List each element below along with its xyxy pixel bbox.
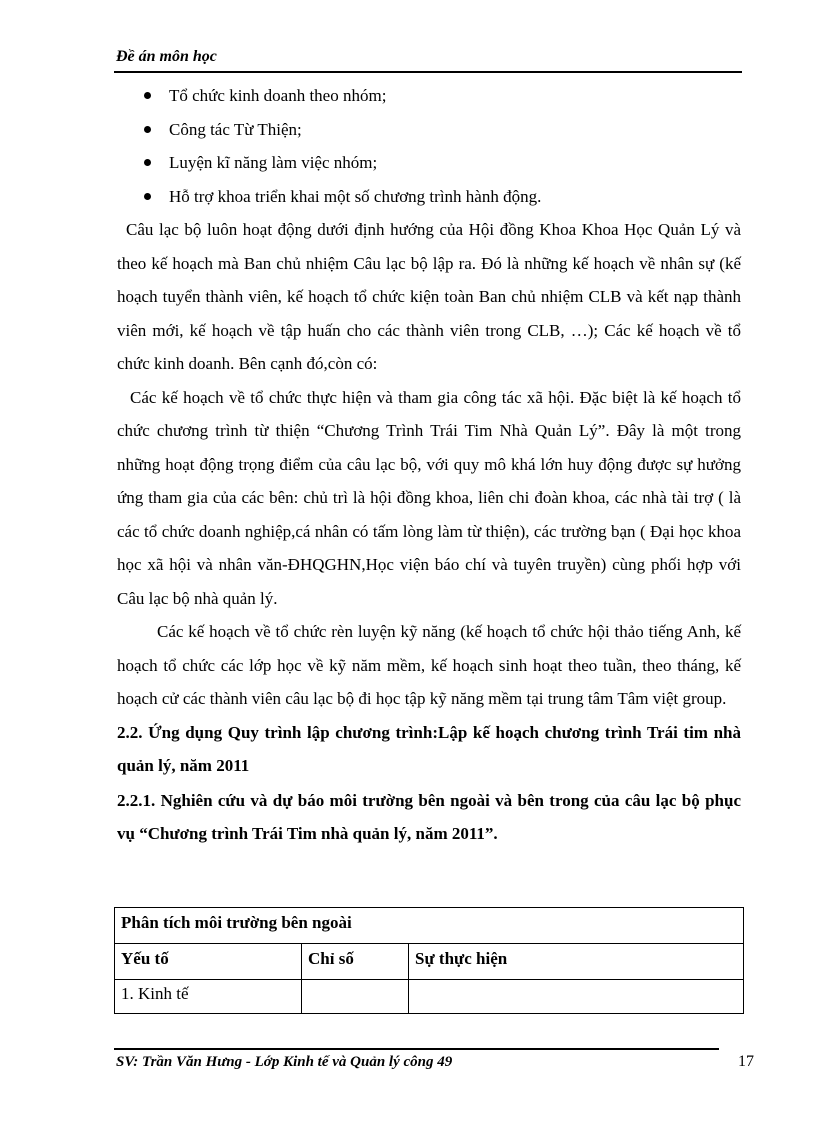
list-item-text: Tổ chức kinh doanh theo nhóm; xyxy=(169,86,387,105)
page-number: 17 xyxy=(738,1053,754,1070)
section-heading-2-2: 2.2. Ứng dụng Quy trình lập chương trình:Lập kế hoạch chương trình Trái tim nhà quản lý, năm 2011 xyxy=(117,722,741,775)
table-cell xyxy=(409,980,744,1014)
page-header-title: Đề án môn học xyxy=(116,48,217,65)
table-title: Phân tích môi trường bên ngoài xyxy=(115,908,744,944)
paragraph-club-plans: Câu lạc bộ luôn hoạt động dưới định hướng của Hội đồng Khoa Khoa Học Quản Lý và theo kế hoạch mà Ban chủ nhiệm Câu lạc bộ lập ra. Đó là những kế hoạch về nhân sự (kế hoạch tuyển thành viên, kế hoạch tổ chức kiện toàn Ban chủ nhiệm CLB và kết nạp thành viên mới, kế hoạch về tập huấn cho các thành viên trong CLB, …); Các kế hoạch về tổ chức kinh doanh. Bên cạnh đó,còn có: xyxy=(117,220,741,373)
paragraph-skills-training: Các kế hoạch về tổ chức rèn luyện kỹ năng (kế hoạch tổ chức hội thảo tiếng Anh, kế hoạch tổ chức các lớp học về kỹ năm mềm, kế hoạch sinh hoạt theo tuần, theo tháng, kế hoạch cử các thành viên câu lạc bộ đi học tập kỹ năng mềm tại trung tâm Tâm việt group. xyxy=(117,622,741,708)
list-item xyxy=(117,146,741,180)
footer-author: SV: Trần Văn Hưng - Lớp Kinh tế và Quản lý công 49 xyxy=(116,1054,453,1070)
column-header-implementation: Sự thực hiện xyxy=(409,944,744,980)
bullet-icon xyxy=(144,159,151,166)
page-body xyxy=(117,79,741,851)
table-cell: 1. Kinh tế xyxy=(115,980,302,1014)
table-cell xyxy=(302,980,409,1014)
list-item xyxy=(117,113,741,147)
footer-divider xyxy=(114,1048,719,1050)
list-item-text: Luyện kĩ năng làm việc nhóm; xyxy=(169,153,378,172)
bullet-icon xyxy=(144,126,151,133)
list-item xyxy=(117,79,741,113)
list-item xyxy=(117,180,741,214)
section-heading-2-2-1: 2.2.1. Nghiên cứu và dự báo môi trường bên ngoài và bên trong của câu lạc bộ phục vụ “Chương trình Trái Tim nhà quản lý, năm 2011”. xyxy=(117,790,741,843)
table-row xyxy=(115,980,744,1014)
column-header-factor: Yếu tố xyxy=(115,944,302,980)
activity-list xyxy=(117,79,741,213)
bullet-icon xyxy=(144,92,151,99)
paragraph-social-work: Các kế hoạch về tổ chức thực hiện và tham gia công tác xã hội. Đặc biệt là kế hoạch tổ chức chương trình từ thiện “Chương Trình Trái Tim Nhà Quản Lý”. Đây là một trong những hoạt động trọng điểm của câu lạc bộ, với quy mô khá lớn huy động được sự hưởng ứng tham gia của các bên: chủ trì là hội đồng khoa, liên chi đoàn khoa, các nhà tài trợ ( là các tổ chức doanh nghiệp,cá nhân có tấm lòng làm từ thiện), các trường bạn ( Đại học khoa học xã hội và nhân văn-ĐHQGHN,Học viện báo chí và tuyên truyền) cùng phối hợp với Câu lạc bộ nhà quản lý. xyxy=(117,387,741,608)
list-item-text: Hỗ trợ khoa triển khai một số chương trình hành động. xyxy=(169,186,542,206)
bullet-icon xyxy=(144,193,151,200)
column-header-indicator: Chỉ số xyxy=(302,944,409,980)
list-item-text: Công tác Từ Thiện; xyxy=(169,119,302,139)
header-divider xyxy=(114,71,742,73)
environment-analysis-table xyxy=(114,907,744,1014)
